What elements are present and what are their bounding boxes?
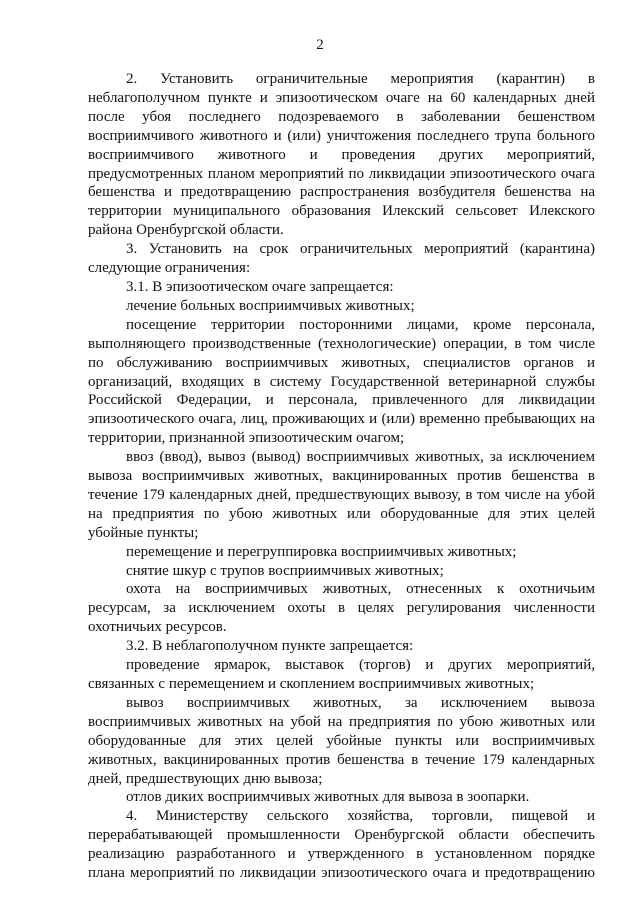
text-line: 3. Установить на срок ограничительных мероприятий (карантина) [126,241,595,258]
text-line: 3.2. В неблагополучном пункте запрещается: [126,638,414,655]
text-line: восприимчивых животных на убой на предприятия по убою животных или [88,713,595,730]
text-line: дней, предшествующих дню вывоза; [88,770,323,787]
text-line: животных, вакцинированных против бешенства в течение 179 календарных [88,751,595,768]
text-line: эпизоотического очага, лиц, проживающих и (или) временно пребывающих на [88,411,595,428]
text-line: ресурсам, за исключением охоты в целях регулирования численности [88,600,595,617]
text-line: оборудованные для этих целей убойные пункты или восприимчивых [88,732,595,749]
text-line: вывоз восприимчивых животных, за исключением вывоза [126,694,595,711]
text-line: по обслуживанию восприимчивых животных, специалистов органов и [88,354,595,371]
text-line: восприимчивого животного и проведения других мероприятий, [88,146,595,163]
text-line: вывоза восприимчивых животных, вакцинированных против бешенства в [88,468,595,485]
text-line: перерабатывающей промышленности Оренбургской области обеспечить [88,827,595,844]
text-line: плана мероприятий по ликвидации эпизоотического очага и предотвращению [88,865,595,882]
text-line: охотничьих ресурсов. [88,619,227,636]
text-line: на предприятия по убою животных или оборудованные для этих целей [88,505,595,522]
text-line: следующие ограничения: [88,260,251,277]
text-line: проведение ярмарок, выставок (торгов) и других мероприятий, [126,657,595,674]
text-line: бешенства и предотвращению распространения возбудителя бешенства на [88,184,595,201]
page-number: 2 [316,37,324,53]
text-line: организаций, входящих в систему Государственной ветеринарной службы [88,373,595,390]
text-line: территории, признанной эпизоотическим очагом; [88,430,405,447]
text-line: района Оренбургской области. [88,222,284,239]
text-line: снятие шкур с трупов восприимчивых животных; [126,562,444,579]
text-line: посещение территории посторонними лицами, кроме персонала, [126,316,595,333]
text-line: реализацию разработанного и утвержденного в установленном порядке [88,846,595,863]
text-line: территории муниципального образования Илекский сельсовет Илекского [88,203,595,220]
text-line: связанных с перемещением и скоплением восприимчивых животных; [88,676,535,692]
text-line: убойные пункты; [88,524,199,541]
text-line: течение 179 календарных дней, предшествующих вывозу, в том числе на убой [88,486,595,503]
text-line: 2. Установить ограничительные мероприятия (карантин) в [126,71,595,87]
text-line: перемещение и перегруппировка восприимчивых животных; [126,543,517,560]
text-line: лечение больных восприимчивых животных; [126,297,415,314]
text-line: восприимчивого животного и (или) уничтожения последнего трупа больного [88,127,595,144]
text-line: после убоя последнего подозреваемого в заболевании бешенством [88,108,595,125]
text-line: Российской Федерации, и персонала, привлеченного для ликвидации [88,392,595,409]
text-line: предусмотренных планом мероприятий по ликвидации эпизоотического очага [88,165,595,182]
text-line: неблагополучном пункте и эпизоотическом очаге на 60 календарных дней [88,89,595,106]
text-line: отлов диких восприимчивых животных для вывоза в зоопарки. [126,789,530,806]
text-line: 4. Министерству сельского хозяйства, торговли, пищевой и [126,808,595,825]
text-line: выполняющего производственные (технологические) операции, в том числе [88,335,595,352]
text-line: охота на восприимчивых животных, отнесенных к охотничьим [126,581,595,598]
text-line: 3.1. В эпизоотическом очаге запрещается: [126,278,394,295]
document-body [88,70,595,883]
text-line: ввоз (ввод), вывоз (вывод) восприимчивых животных, за исключением [126,449,595,466]
